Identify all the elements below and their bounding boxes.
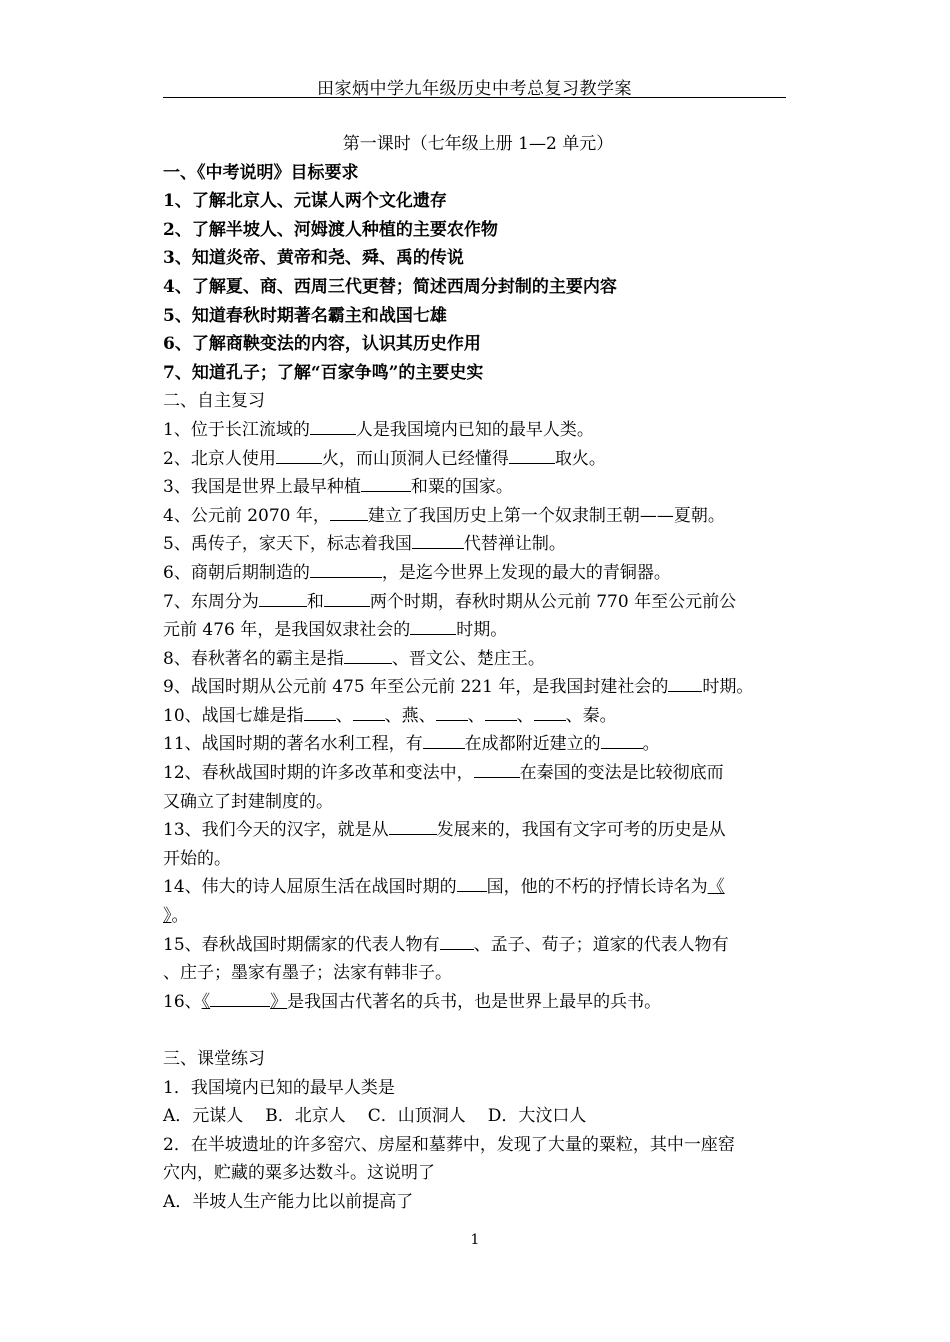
option-d[interactable]: D．大汶口人 xyxy=(487,1106,587,1127)
question-text: 时期。 xyxy=(702,677,754,698)
review-question-1 xyxy=(163,416,793,445)
question-text: 发展来的，我国有文字可考的历史是从 xyxy=(436,820,726,841)
separator: 、 xyxy=(418,705,436,726)
question-text: 人是我国境内已知的最早人类。 xyxy=(355,419,594,440)
answer-blank[interactable] xyxy=(668,673,702,692)
document-body xyxy=(163,130,793,1217)
goal-item: 6、了解商鞅变法的内容，认识其历史作用 xyxy=(163,334,481,355)
state-name: 燕 xyxy=(401,705,419,726)
question-text: ，是迄今世界上发现的最大的青铜器。 xyxy=(381,562,671,583)
review-question-2 xyxy=(163,445,793,474)
question-text: 11、战国时期的著名水利工程，有 xyxy=(163,734,423,755)
question-text: 1、位于长江流域的 xyxy=(163,419,310,440)
section1-heading: 一、《中考说明》目标要求 xyxy=(163,162,359,183)
lesson-title: 第一课时（七年级上册 1—2 单元） xyxy=(342,134,614,154)
question-text: 火，而山顶洞人已经懂得 xyxy=(321,448,509,469)
question-text: 元前 476 年，是我国奴隶社会的 xyxy=(163,620,411,641)
review-question-13-cont: 开始的。 xyxy=(163,848,231,869)
question-text: 7、东周分为 xyxy=(163,591,259,612)
goal-item: 4、了解夏、商、西周三代更替；简述西周分封制的主要内容 xyxy=(163,276,617,297)
answer-blank[interactable] xyxy=(353,702,385,721)
option-a[interactable]: A．半坡人生产能力比以前提高了 xyxy=(163,1191,414,1212)
spacer xyxy=(163,1016,793,1045)
header-divider xyxy=(163,97,786,98)
question-text: 在秦国的变法是比较彻底而 xyxy=(519,763,724,784)
review-question-5 xyxy=(163,530,793,559)
answer-blank[interactable] xyxy=(330,502,368,521)
answer-blank[interactable] xyxy=(436,702,468,721)
exercise-options-1 xyxy=(163,1102,793,1131)
answer-blank[interactable] xyxy=(474,759,520,778)
review-question-6 xyxy=(163,559,793,588)
answer-blank[interactable] xyxy=(276,445,322,464)
goal-item: 5、知道春秋时期著名霸主和战国七雄 xyxy=(163,305,447,326)
question-text: 、晋文公、楚庄王。 xyxy=(391,648,545,669)
review-question-14 xyxy=(163,873,793,902)
section2-heading: 二、自主复习 xyxy=(163,391,265,412)
answer-blank[interactable] xyxy=(304,702,336,721)
question-text: 代替禅让制。 xyxy=(463,534,566,555)
review-question-10 xyxy=(163,702,793,731)
review-question-7-cont xyxy=(163,616,793,645)
answer-blank[interactable] xyxy=(259,588,307,607)
review-question-13 xyxy=(163,816,793,845)
separator: 、 xyxy=(335,705,353,726)
question-text: 9、战国时期从公元前 475 年至公元前 221 年，是我国封建社会的 xyxy=(163,677,669,698)
separator: 、 xyxy=(516,705,534,726)
question-text: 。 xyxy=(171,906,189,927)
question-text: 是我国古代著名的兵书，也是世界上最早的兵书。 xyxy=(287,991,662,1012)
goal-item: 7、知道孔子；了解“百家争鸣”的主要史实 xyxy=(163,362,484,383)
book-title-close: 》 xyxy=(270,991,288,1012)
question-text: 在成都附近建立的 xyxy=(464,734,601,755)
answer-blank[interactable] xyxy=(310,416,356,435)
answer-blank[interactable] xyxy=(389,816,437,835)
question-text: 国，他的不朽的抒情长诗名为 xyxy=(486,877,708,898)
review-question-8 xyxy=(163,645,793,674)
question-text: 时期。 xyxy=(456,620,508,641)
review-question-12-cont: 又确立了封建制度的。 xyxy=(163,791,333,812)
answer-blank[interactable] xyxy=(210,988,270,1007)
review-question-16 xyxy=(163,988,793,1017)
question-text: 两个时期，春秋时期从公元前 770 年至公元前公 xyxy=(369,591,737,612)
separator: 、 xyxy=(467,705,485,726)
book-title-close: 》 xyxy=(163,906,172,927)
review-question-7 xyxy=(163,588,793,617)
option-a[interactable]: A．元谋人 xyxy=(163,1106,244,1127)
state-name: 秦。 xyxy=(582,705,617,726)
exercise-question-2-cont: 穴内，贮藏的粟多达数斗。这说明了 xyxy=(163,1163,435,1184)
question-text: 4、公元前 2070 年， xyxy=(163,505,330,526)
review-question-3 xyxy=(163,473,793,502)
answer-blank[interactable] xyxy=(310,559,382,578)
question-text: 和粟的国家。 xyxy=(410,477,513,498)
page-number: 1 xyxy=(470,1232,480,1248)
question-text: 16、 xyxy=(163,991,202,1012)
question-text: 建立了我国历史上第一个奴隶制王朝——夏朝。 xyxy=(367,505,725,526)
review-question-11 xyxy=(163,730,793,759)
section3-heading: 三、课堂练习 xyxy=(163,1049,265,1069)
question-text: 、孟子、荀子；道家的代表人物有 xyxy=(473,934,729,955)
option-c[interactable]: C．山顶洞人 xyxy=(367,1106,466,1127)
question-text: 2、北京人使用 xyxy=(163,448,276,469)
question-text: 3、我国是世界上最早种植 xyxy=(163,477,361,498)
page-header-title: 田家炳中学九年级历史中考总复习教学案 xyxy=(317,79,632,99)
answer-blank[interactable] xyxy=(344,645,392,664)
review-question-14-cont xyxy=(163,902,793,931)
answer-blank[interactable] xyxy=(509,445,555,464)
exercise-question-2: 2．在半坡遗址的许多窑穴、房屋和墓葬中，发现了大量的粟粒，其中一座窑 xyxy=(163,1134,735,1155)
answer-blank[interactable] xyxy=(361,473,411,492)
goal-item: 2、了解半坡人、河姆渡人种植的主要农作物 xyxy=(163,219,498,240)
review-question-15 xyxy=(163,931,793,960)
question-text: 取火。 xyxy=(554,448,606,469)
separator: 、 xyxy=(384,705,402,726)
answer-blank[interactable] xyxy=(601,730,643,749)
goal-item: 3、知道炎帝、黄帝和尧、舜、禹的传说 xyxy=(163,248,464,269)
answer-blank[interactable] xyxy=(440,931,474,950)
goal-item: 1、了解北京人、元谋人两个文化遗存 xyxy=(163,191,447,212)
question-text: 15、春秋战国时期儒家的代表人物有 xyxy=(163,934,440,955)
review-question-4 xyxy=(163,502,793,531)
answer-blank[interactable] xyxy=(423,730,465,749)
question-text: 10、战国七雄是指 xyxy=(163,705,304,726)
review-question-9 xyxy=(163,673,793,702)
question-text: 14、伟大的诗人屈原生活在战国时期的 xyxy=(163,877,457,898)
question-text: 8、春秋著名的霸主是指 xyxy=(163,648,344,669)
question-text: 13、我们今天的汉字，就是从 xyxy=(163,820,389,841)
option-b[interactable]: B．北京人 xyxy=(265,1106,346,1127)
answer-blank[interactable] xyxy=(412,530,464,549)
answer-blank[interactable] xyxy=(457,873,487,892)
separator: 、 xyxy=(565,705,583,726)
answer-blank[interactable] xyxy=(324,588,370,607)
question-text: 。 xyxy=(642,734,660,755)
review-question-15-cont: 、庄子；墨家有墨子；法家有韩非子。 xyxy=(163,963,452,984)
answer-blank[interactable] xyxy=(485,702,517,721)
answer-blank[interactable] xyxy=(534,702,566,721)
question-text: 5、禹传子，家天下，标志着我国 xyxy=(163,534,412,555)
question-text: 12、春秋战国时期的许多改革和变法中， xyxy=(163,763,474,784)
book-title-open: 《 xyxy=(707,877,725,898)
question-text: 和 xyxy=(306,591,324,612)
review-question-12 xyxy=(163,759,793,788)
book-title-open: 《 xyxy=(201,991,211,1012)
answer-blank[interactable] xyxy=(410,616,456,635)
question-text: 6、商朝后期制造的 xyxy=(163,562,310,583)
exercise-question-1: 1．我国境内已知的最早人类是 xyxy=(163,1077,395,1098)
